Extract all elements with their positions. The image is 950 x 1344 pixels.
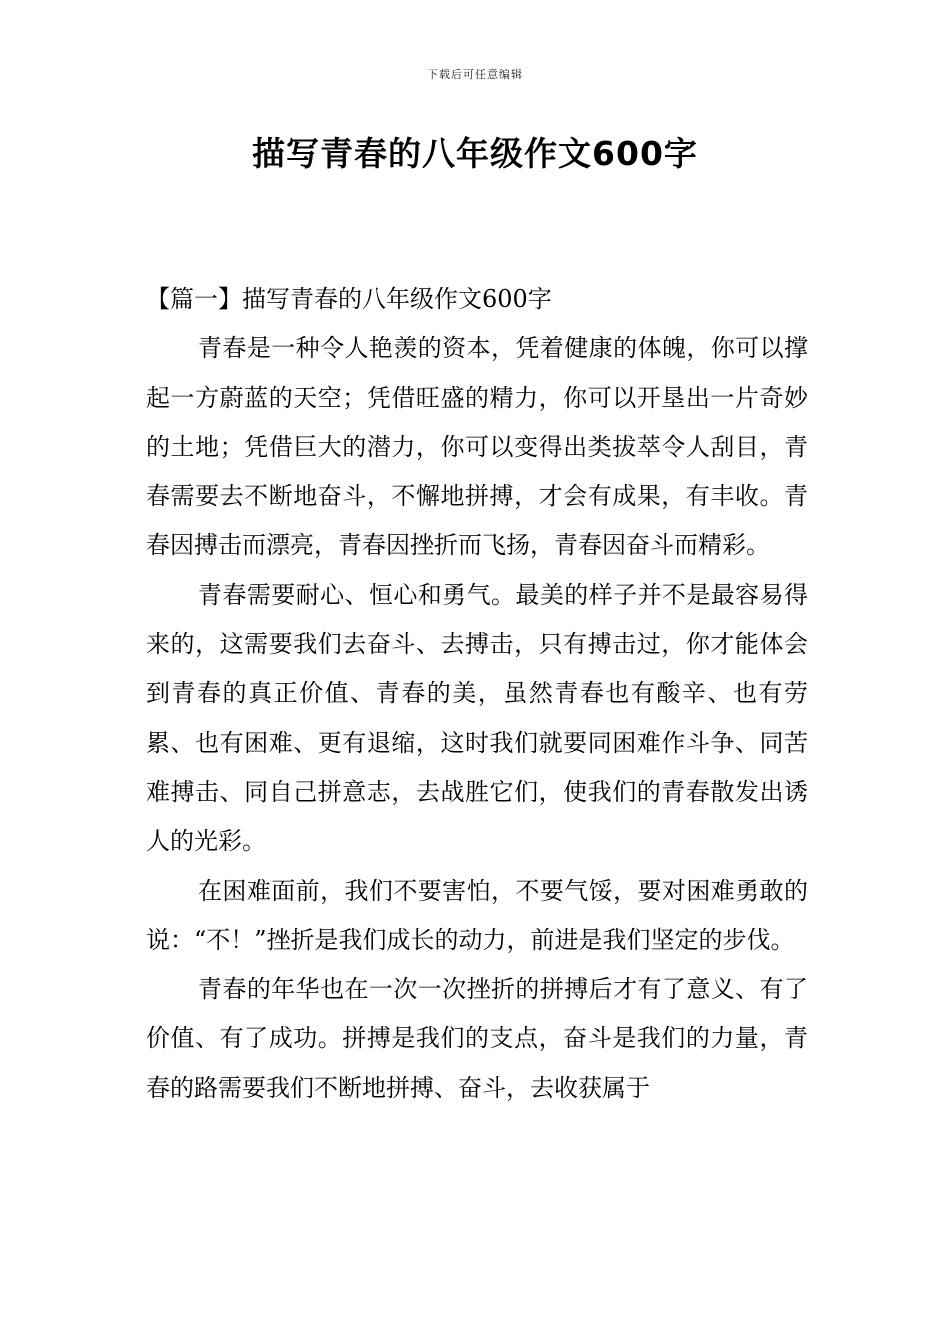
paragraph: 青春的年华也在一次一次挫折的拼搏后才有了意义、有了价值、有了成功。拼搏是我们的支点，奋斗是我们的力量，青春的路需要我们不断地拼搏、奋斗，去收获属于 [146,975,808,1102]
section-heading: 【篇一】描写青春的八年级作文600字 [146,285,552,313]
paragraph: 在困难面前，我们不要害怕，不要气馁，要对困难勇敢的说：“不！”挫折是我们成长的动力，前进是我们坚定的步伐。 [146,876,808,954]
document-title: 描写青春的八年级作文600字 [252,134,698,173]
paragraph: 青春需要耐心、恒心和勇气。最美的样子并不是最容易得来的，这需要我们去奋斗、去搏击，只有搏击过，你才能体会到青春的真正价值、青春的美，虽然青春也有酸辛、也有劳累、也有困难、更有退缩，这时我们就要同困难作斗争、同苦难搏击、同自己拼意志，去战胜它们，使我们的青春散发出诱人的光彩。 [146,580,808,856]
document-body [146,275,808,1113]
header-note: 下载后可任意编辑 [427,68,523,81]
paragraph: 青春是一种令人艳羡的资本，凭着健康的体魄，你可以撑起一方蔚蓝的天空；凭借旺盛的精力，你可以开垦出一片奇妙的土地；凭借巨大的潜力，你可以变得出类拔萃令人刮目，青春需要去不断地奋斗，不懈地拼搏，才会有成果，有丰收。青春因搏击而漂亮，青春因挫折而飞扬，青春因奋斗而精彩。 [146,334,808,560]
